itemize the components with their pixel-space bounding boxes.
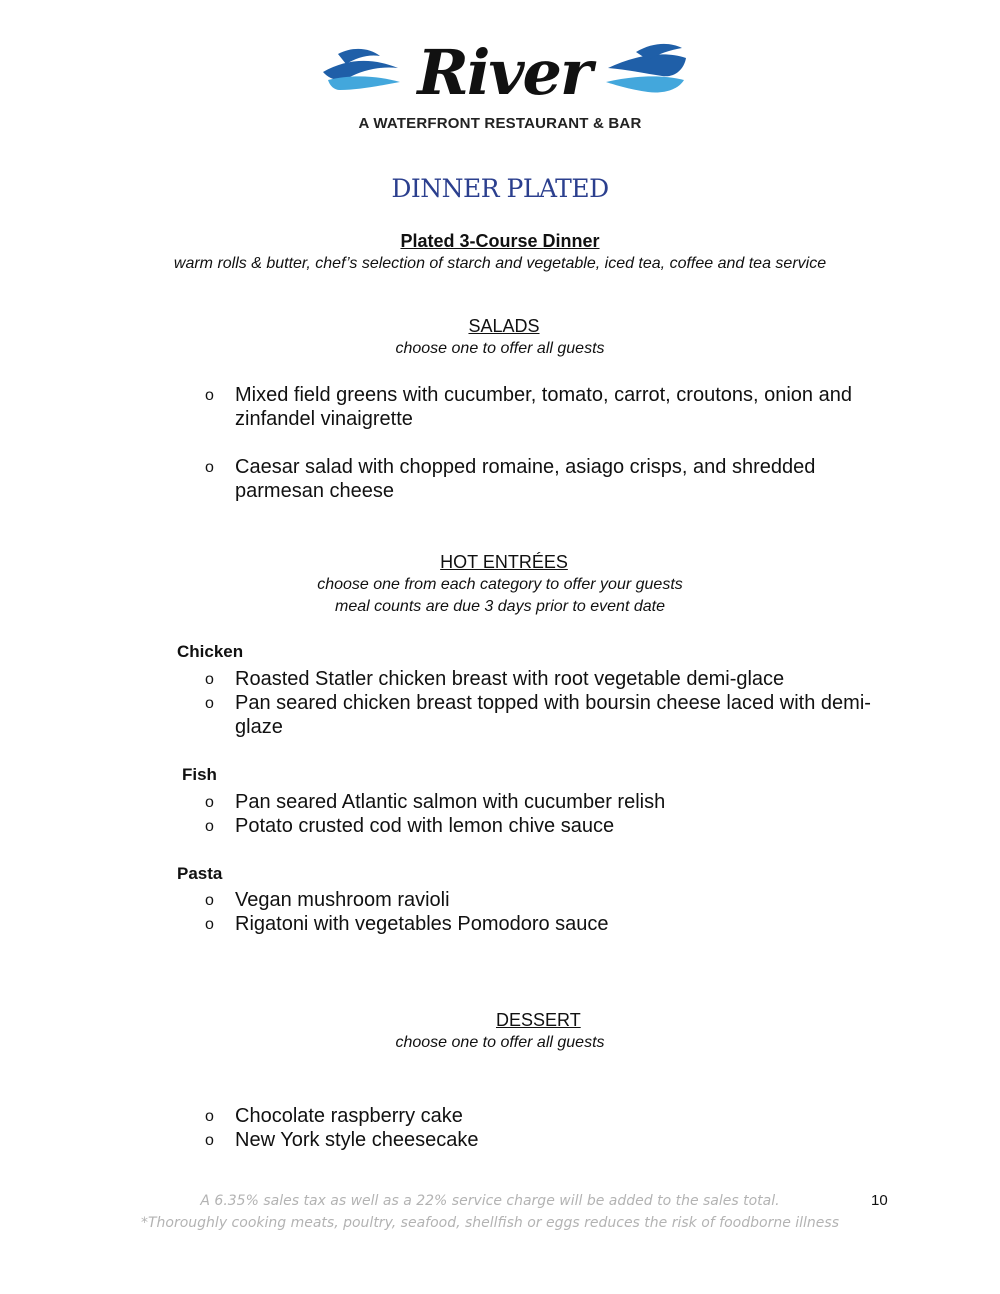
dessert-note: choose one to offer all guests [395, 1034, 605, 1051]
bullet-icon: o [205, 794, 214, 811]
course-description: warm rolls & butter, chef’s selection of starch and vegetable, iced tea, coffee and tea service [173, 255, 827, 272]
list-item [205, 790, 885, 814]
entree-item-text: Potato crusted cod with lemon chive sauce [235, 815, 615, 837]
logo-wordmark: River [417, 36, 591, 109]
bullet-icon: o [205, 387, 214, 404]
category-chicken: Chicken [177, 642, 244, 661]
course-title: Plated 3-Course Dinner [400, 231, 600, 251]
list-item [205, 691, 885, 739]
list-item [205, 1104, 885, 1128]
salad-item-text: Mixed field greens with cucumber, tomato, carrot, croutons, onion and zinfandel vinaigrette [235, 384, 852, 430]
entree-item-text: Roasted Statler chicken breast with root vegetable demi-glace [235, 668, 785, 690]
entree-item-text: Vegan mushroom ravioli [235, 889, 450, 911]
list-item [205, 814, 885, 838]
dessert-heading: DESSERT [496, 1010, 581, 1030]
bullet-icon: o [205, 671, 214, 688]
river-logo [318, 30, 690, 110]
right-wave-icon [606, 44, 686, 93]
entree-item-text: Rigatoni with vegetables Pomodoro sauce [235, 913, 609, 935]
bullet-icon: o [205, 1108, 214, 1125]
salads-heading: SALADS [468, 316, 540, 336]
list-item [205, 912, 885, 936]
page-title: DINNER PLATED [391, 174, 609, 203]
page-number: 10 [871, 1192, 888, 1209]
list-item [205, 383, 885, 431]
bullet-icon: o [205, 916, 214, 933]
bullet-icon: o [205, 818, 214, 835]
bullet-icon: o [205, 695, 214, 712]
bullet-icon: o [205, 1132, 214, 1149]
bullet-icon: o [205, 892, 214, 909]
left-wave-icon [323, 49, 400, 90]
category-pasta: Pasta [177, 864, 223, 883]
list-item [205, 1128, 885, 1152]
category-fish: Fish [182, 765, 217, 784]
salad-item-text: Caesar salad with chopped romaine, asiago crisps, and shredded parmesan cheese [235, 456, 816, 502]
logo-tagline: A WATERFRONT RESTAURANT & BAR [358, 115, 642, 132]
footer-health-note: *Thoroughly cooking meats, poultry, seafood, shellfish or eggs reduces the risk of foodborne illness [140, 1215, 840, 1231]
entree-item-text: Pan seared chicken breast topped with boursin cheese laced with demi-glaze [235, 692, 871, 738]
bullet-icon: o [205, 459, 214, 476]
dessert-item-text: Chocolate raspberry cake [235, 1105, 463, 1127]
list-item [205, 667, 885, 691]
entrees-note-line1: choose one from each category to offer your guests [317, 576, 683, 593]
entrees-note-line2: meal counts are due 3 days prior to event date [335, 598, 665, 615]
entree-item-text: Pan seared Atlantic salmon with cucumber relish [235, 791, 666, 813]
list-item [205, 455, 885, 503]
dessert-item-text: New York style cheesecake [235, 1129, 479, 1151]
entrees-heading: HOT ENTRÉES [440, 552, 568, 572]
salads-note: choose one to offer all guests [395, 340, 605, 357]
footer-tax-note: A 6.35% sales tax as well as a 22% service charge will be added to the sales total. [200, 1193, 780, 1209]
list-item [205, 888, 885, 912]
